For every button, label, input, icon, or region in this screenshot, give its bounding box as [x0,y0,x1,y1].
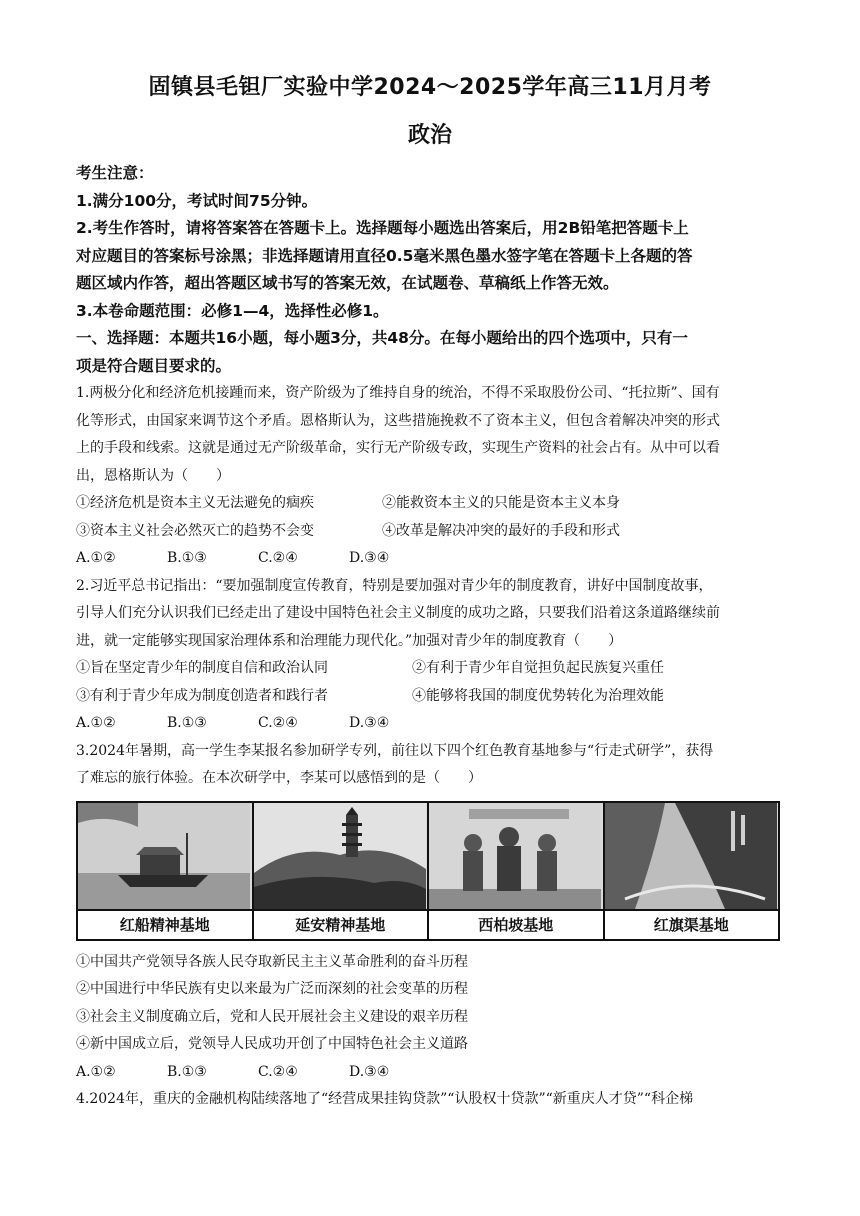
option-statement: ③有利于青少年成为制度创造者和践行者 [76,687,328,704]
question-text: 2.习近平总书记指出：“要加强制度宣传教育，特别是要加强对青少年的制度教育，讲好中国制度故事， [76,577,713,594]
photo-caption: 红船精神基地 [78,909,252,939]
option-statement: ③资本主义社会必然灭亡的趋势不会变 [76,522,314,539]
option-statement: ①经济危机是资本主义无法避免的痼疾 [76,495,314,511]
notice-item: 题区域内作答，超出答题区域书写的答案无效，在试题卷、草稿纸上作答无效。 [76,274,619,292]
question-3 [76,738,780,1087]
question-text: 出，恩格斯认为（ ） [76,467,230,484]
question-text: 1.两极分化和经济危机接踵而来，资产阶级为了维持自身的统治，不得不采取股份公司、“托拉斯”、国有 [76,385,720,401]
question-text: 引导人们充分认识我们已经走出了建设中国特色社会主义制度的成功之路，只要我们沿着这条道路继续前 [76,605,720,621]
photo-panel [429,803,605,939]
option-statement: ④新中国成立后，党领导人民成功开创了中国特色社会主义道路 [76,1036,468,1052]
answer-choice: C.②④ [258,715,298,731]
section-heading: 一、选择题：本题共16小题，每小题3分，共48分。在每小题给出的四个选项中，只有一 [76,329,688,347]
option-statement: ②有利于青少年自觉担负起民族复兴重任 [412,660,664,676]
xibaipo-photo [429,803,603,909]
option-statement: ④能够将我国的制度优势转化为治理效能 [412,687,664,704]
question-2 [76,573,780,738]
statue-image [429,803,601,909]
photo-gallery [76,801,780,941]
option-statement: ①中国共产党领导各族人民夺取新民主主义革命胜利的奋斗历程 [76,953,468,970]
question-text: 了难忘的旅行体验。在本次研学中，李某可以感悟到的是（ ） [76,770,482,786]
canal-image [605,803,777,909]
answer-choice: A.①② [76,1063,116,1080]
option-statement: ②能救资本主义的只能是资本主义本身 [382,495,620,511]
photo-caption: 红旗渠基地 [605,909,779,939]
answer-choice: A.①② [76,715,116,731]
question-text: 进，就一定能够实现国家治理体系和治理能力现代化。”加强对青少年的制度教育（ ） [76,632,623,649]
answer-choice: C.②④ [258,550,298,566]
section-heading: 项是符合题目要求的。 [76,356,232,375]
question-1 [76,380,780,573]
question-text: 3.2024年暑期，高一学生李某报名参加研学专列，前往以下四个红色教育基地参与“行走式研学”，获得 [76,742,714,759]
notice-item: 对应题目的答案标号涂黑；非选择题请用直径0.5毫米黑色墨水签字笔在答题卡上各题的答 [76,246,693,265]
option-statement: ③社会主义制度确立后，党和人民开展社会主义建设的艰辛历程 [76,1008,468,1025]
question-text: 上的手段和线索。这就是通过无产阶级革命，实行无产阶级专政，实现生产资料的社会占有。从中可以看 [76,440,720,456]
answer-choice: B.①③ [167,550,207,566]
question-4-text: 4.2024年，重庆的金融机构陆续落地了“经营成果挂钩贷款”“认股权十贷款”“新重庆人才贷”“科企梯 [76,1091,694,1107]
notice-item: 3.本卷命题范围：必修1—4，选择性必修1。 [76,301,389,320]
photo-panel [78,803,254,939]
notice-item: 2.考生作答时，请将答案答在答题卡上。选择题每小题选出答案后，用2B铅笔把答题卡上 [76,219,689,237]
boat-image [78,803,250,909]
question-text: 化等形式，由国家来调节这个矛盾。恩格斯认为，这些措施挽救不了资本主义，但包含着解决冲突的形式 [76,412,720,429]
answer-choice: B.①③ [167,715,207,731]
answer-choice: B.①③ [167,1063,207,1080]
yanan-photo [254,803,428,909]
photo-panel [254,803,430,939]
notice-heading: 考生注意： [76,164,154,182]
answer-choice: D.③④ [349,1063,390,1080]
exam-title: 固镇县毛钽厂实验中学2024～2025学年高三11月月考 [148,75,712,100]
answer-choice: C.②④ [258,1063,298,1080]
red-boat-photo [78,803,252,909]
option-statement: ①旨在坚定青少年的制度自信和政治认同 [76,660,328,676]
answer-choice: A.①② [76,550,116,566]
hongqiqu-photo [605,803,779,909]
pagoda-image [254,803,426,909]
answer-choice: D.③④ [349,715,390,731]
answer-choice: D.③④ [349,550,390,566]
option-statement: ②中国进行中华民族有史以来最为广泛而深刻的社会变革的历程 [76,981,468,997]
exam-body [76,160,780,1114]
option-statement: ④改革是解决冲突的最好的手段和形式 [382,522,620,539]
photo-caption: 延安精神基地 [254,909,428,939]
photo-panel [605,803,779,939]
exam-subject: 政治 [407,123,452,148]
photo-caption: 西柏坡基地 [429,909,603,939]
notice-item: 1.满分100分，考试时间75分钟。 [76,191,318,210]
